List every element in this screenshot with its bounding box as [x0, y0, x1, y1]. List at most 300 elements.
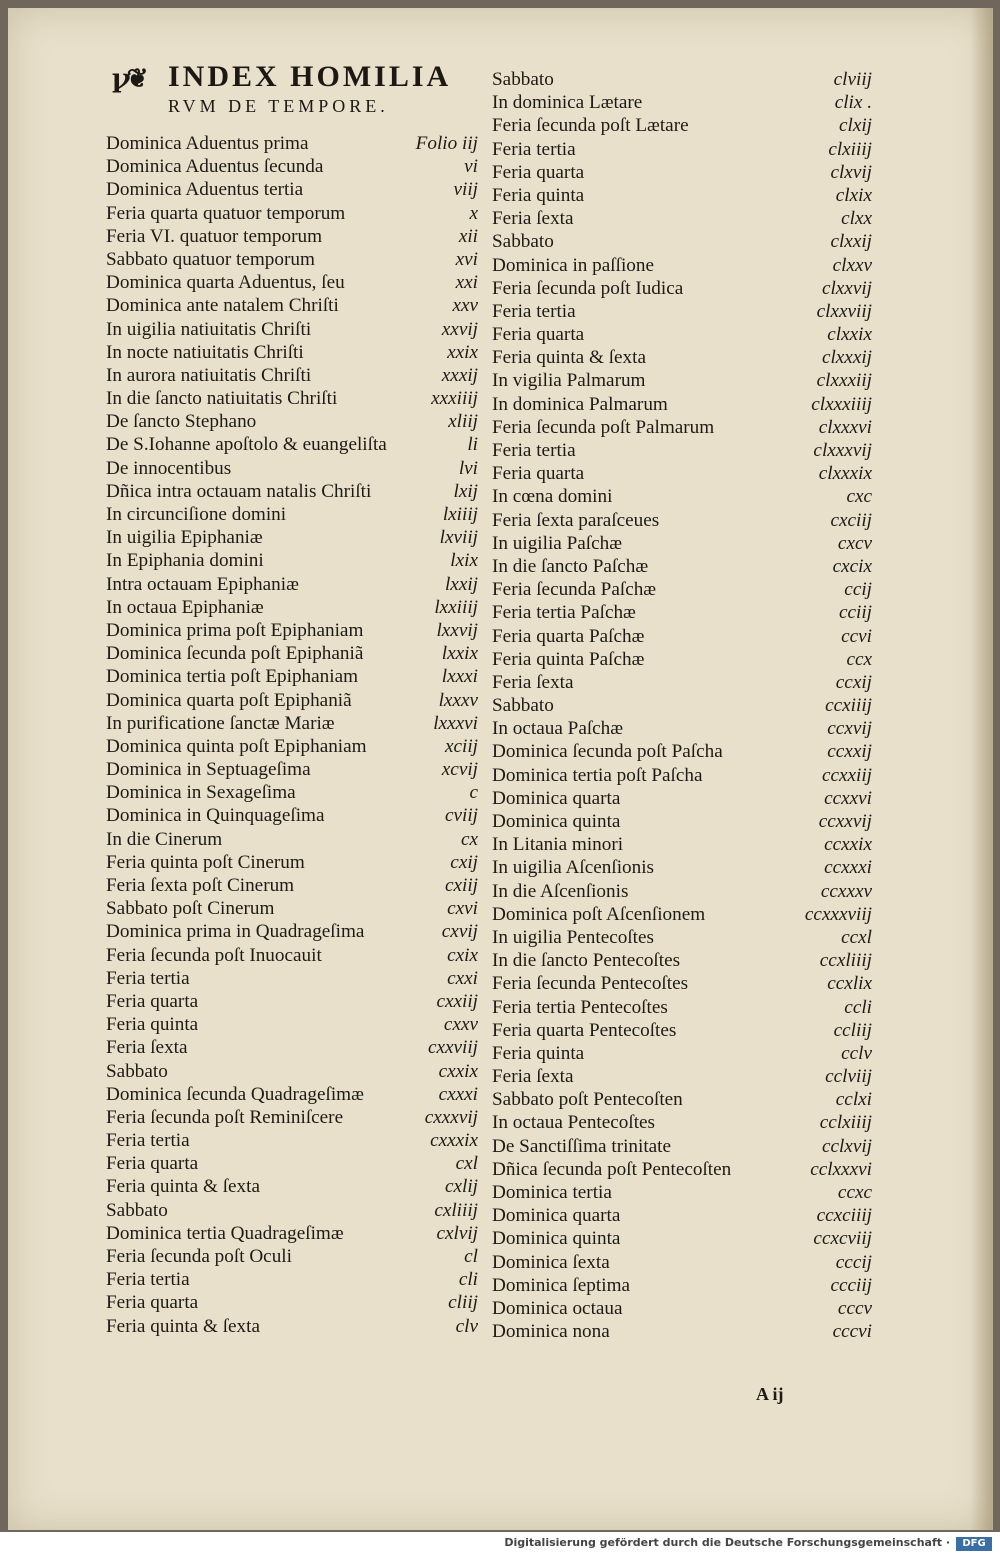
folio-number: lvi — [458, 457, 478, 479]
index-entry: De innocentibus — [106, 457, 232, 479]
index-row — [492, 1181, 872, 1204]
index-entry: Sabbato quatuor temporum — [106, 248, 315, 270]
index-row — [492, 1227, 872, 1250]
folio-number: ccij — [844, 579, 872, 601]
index-row — [106, 851, 478, 874]
index-entry: Dominica ſecunda Quadrageſimæ — [106, 1083, 364, 1105]
ornament-icon: ꝩ❦ — [112, 64, 145, 94]
index-row — [106, 526, 478, 549]
index-entry: Feria ſecunda Paſchæ — [492, 579, 657, 601]
index-entry: In dominica Lætare — [492, 92, 643, 114]
folio-number: clxxxix — [818, 463, 872, 485]
folio-number: cxiij — [444, 875, 478, 896]
index-row — [106, 132, 478, 155]
index-row — [492, 1274, 872, 1297]
folio-number: cxix — [447, 944, 478, 966]
index-entry: Feria ſecunda poſt Reminiſcere — [106, 1106, 344, 1128]
index-entry: Feria tertia — [492, 300, 576, 322]
index-row — [106, 457, 478, 480]
index-row — [492, 717, 872, 740]
index-row — [492, 1251, 872, 1274]
index-row — [492, 671, 872, 694]
index-entry: In uigilia natiuitatis Chriſti — [106, 318, 312, 340]
index-entry: Feria ſecunda poſt Palmarum — [492, 416, 715, 438]
index-entry: Dominica quarta Aduentus, ſeu — [106, 272, 345, 294]
folio-number: cxc — [846, 486, 872, 508]
index-entry: In uigilia Paſchæ — [492, 532, 623, 554]
index-entry: De S.Iohanne apoſtolo & euangeliſta — [106, 434, 387, 456]
index-entry: Feria tertia — [106, 1269, 190, 1291]
index-row — [492, 1297, 872, 1320]
index-entry: Sabbato poſt Pentecoſten — [492, 1089, 683, 1111]
folio-number: c — [469, 782, 478, 804]
index-entry: Feria tertia — [106, 1130, 190, 1152]
index-row — [106, 665, 478, 688]
folio-number: xvi — [455, 248, 478, 270]
index-row — [106, 1106, 478, 1129]
index-entry: Feria quarta — [106, 990, 199, 1012]
index-entry: Dominica quinta poſt Epiphaniam — [106, 735, 367, 757]
index-entry: In aurora natiuitatis Chriſti — [106, 364, 312, 386]
index-entry: In die Cinerum — [106, 828, 223, 850]
index-entry: In Epiphania domini — [106, 550, 264, 572]
folio-number: cciij — [838, 602, 872, 624]
index-row — [106, 573, 478, 596]
folio-number: cxcv — [837, 532, 872, 554]
index-entry: Dominica ſecunda poſt Paſcha — [492, 741, 723, 763]
index-row — [106, 642, 478, 665]
folio-number: cxxiij — [436, 990, 478, 1012]
index-row — [492, 1042, 872, 1065]
index-entry: De ſancto Stephano — [106, 411, 257, 433]
index-entry: Dominica prima poſt Epiphaniam — [106, 619, 364, 641]
folio-number: cxxxi — [438, 1083, 478, 1105]
index-entry: Dominica ſeptima — [492, 1274, 631, 1296]
index-row — [492, 833, 872, 856]
index-entry: Feria quinta poſt Cinerum — [106, 851, 305, 873]
index-entry: Feria quarta — [492, 161, 585, 183]
index-entry: Dominica tertia poſt Paſcha — [492, 764, 703, 786]
index-entry: Dominica octaua — [492, 1297, 623, 1319]
folio-number: ccli — [844, 996, 872, 1018]
index-entry: In circunciſione domini — [106, 504, 287, 525]
index-row — [492, 972, 872, 995]
folio-number: cccv — [837, 1297, 872, 1319]
folio-number: cxxxix — [430, 1130, 478, 1152]
index-row — [106, 410, 478, 433]
index-row — [106, 155, 478, 178]
folio-number: xii — [458, 225, 478, 247]
index-entry: Feria quinta — [492, 1042, 585, 1064]
index-row — [492, 346, 872, 369]
folio-number: cxcix — [832, 555, 872, 577]
index-row — [492, 485, 872, 508]
folio-number: cxxv — [443, 1014, 478, 1036]
folio-number: lxxxvi — [433, 712, 478, 734]
index-row — [106, 225, 478, 248]
folio-number: xliij — [448, 411, 478, 433]
index-entry: Dominica nona — [492, 1321, 610, 1343]
index-row — [492, 462, 872, 485]
index-entry: In nocte natiuitatis Chriſti — [106, 341, 304, 363]
folio-number: ccxc — [837, 1182, 872, 1203]
folio-number: clxxij — [830, 231, 872, 253]
index-row — [492, 1065, 872, 1088]
folio-number: cviij — [444, 805, 478, 827]
folio-number: ccx — [846, 648, 872, 670]
index-row — [106, 1083, 478, 1106]
index-entry: Feria quarta Paſchæ — [492, 625, 645, 647]
index-row — [106, 1060, 478, 1083]
index-entry: Feria ſexta — [106, 1037, 188, 1059]
page-title: INDEX HOMILIA — [168, 60, 452, 93]
folio-number: clxxv — [832, 254, 872, 276]
index-entry: Feria ſexta — [492, 671, 574, 693]
index-entry: Sabbato — [492, 695, 554, 717]
index-row — [106, 318, 478, 341]
folio-number: ccxxix — [824, 834, 872, 856]
index-entry: Feria quinta & ſexta — [106, 1176, 260, 1198]
index-entry: Dominica in Sexageſima — [106, 782, 296, 804]
folio-number: ccxl — [841, 926, 872, 948]
folio-number: xxvij — [441, 318, 478, 340]
index-entry: Feria quarta — [492, 324, 585, 346]
index-entry: In dominica Palmarum — [492, 393, 668, 415]
index-entry: Feria quarta quatuor temporum — [106, 202, 346, 224]
index-entry: Feria tertia — [492, 440, 576, 461]
index-entry: Feria ſecunda poſt Iudica — [492, 277, 684, 299]
index-entry: Feria tertia Paſchæ — [492, 602, 636, 624]
index-column-left — [106, 132, 478, 1338]
index-row — [106, 804, 478, 827]
index-row — [492, 114, 872, 137]
index-entry: Dominica quarta poſt Epiphaniã — [106, 689, 352, 711]
index-row — [492, 555, 872, 578]
folio-number: clxxviij — [816, 300, 872, 322]
index-entry: In cœna domini — [492, 486, 613, 508]
folio-number: clxix — [835, 184, 872, 206]
index-entry: In octaua Paſchæ — [492, 718, 624, 740]
index-row — [492, 764, 872, 787]
index-row — [106, 202, 478, 225]
index-row — [106, 1222, 478, 1245]
folio-number: ccxij — [835, 671, 872, 693]
folio-number: ccxxvij — [818, 811, 872, 832]
footer-bar — [0, 1532, 1000, 1556]
index-row — [492, 1019, 872, 1042]
folio-number: ccxxxi — [824, 857, 872, 879]
page-header — [108, 58, 498, 118]
folio-number: cxij — [450, 851, 478, 873]
index-entry: Feria quinta & ſexta — [106, 1315, 260, 1337]
folio-number: clxxxiiij — [811, 393, 872, 415]
folio-number: cclxi — [835, 1089, 872, 1111]
index-row — [106, 1036, 478, 1059]
index-entry: Sabbato poſt Cinerum — [106, 898, 275, 920]
index-entry: Dominica ante natalem Chriſti — [106, 295, 339, 317]
index-entry: In octaua Epiphaniæ — [106, 596, 264, 618]
folio-number: cccvi — [832, 1321, 872, 1343]
page-subtitle: RVM DE TEMPORE. — [168, 96, 389, 116]
folio-number: ccxlix — [827, 973, 872, 995]
folio-number: cclv — [841, 1042, 872, 1064]
index-row — [492, 1158, 872, 1181]
index-row — [492, 1135, 872, 1158]
folio-number: clxxix — [827, 324, 872, 346]
index-entry: Feria quinta — [492, 184, 585, 206]
folio-number: x — [469, 202, 478, 224]
index-row — [492, 277, 872, 300]
index-row — [492, 207, 872, 230]
folio-number: xxxiiij — [431, 388, 478, 410]
index-row — [492, 323, 872, 346]
index-row — [492, 880, 872, 903]
index-row — [492, 694, 872, 717]
index-entry: In die ſancto Paſchæ — [492, 555, 649, 577]
index-row — [106, 1129, 478, 1152]
index-row — [492, 1111, 872, 1134]
index-row — [492, 810, 872, 833]
index-entry: Feria tertia — [492, 138, 576, 160]
index-row — [492, 1320, 872, 1343]
index-entry: Dominica Aduentus tertia — [106, 179, 304, 201]
index-entry: Dñica ſecunda poſt Pentecoſten — [492, 1158, 732, 1180]
folio-number: cxciij — [830, 509, 872, 531]
folio-number: clxxxij — [821, 347, 872, 369]
index-entry: In die Aſcenſionis — [492, 880, 629, 902]
index-row — [492, 648, 872, 671]
index-row — [106, 828, 478, 851]
index-row — [492, 578, 872, 601]
index-entry: Sabbato — [106, 1199, 168, 1221]
index-entry: In die ſancto natiuitatis Chriſti — [106, 388, 338, 410]
index-row — [106, 689, 478, 712]
index-row — [106, 341, 478, 364]
index-row — [106, 549, 478, 572]
index-row — [106, 248, 478, 271]
folio-number: clxvij — [830, 161, 872, 183]
folio-number: cxlvij — [436, 1222, 478, 1244]
folio-number: cxxviij — [427, 1037, 478, 1059]
folio-number: ccxxiij — [821, 764, 872, 786]
index-entry: Feria ſexta — [492, 1066, 574, 1088]
folio-number: lxxxv — [438, 689, 478, 711]
folio-number: cxlij — [444, 1176, 478, 1198]
index-row — [492, 138, 872, 161]
signature-mark: A ij — [756, 1384, 784, 1404]
index-entry: In uigilia Pentecoſtes — [492, 926, 654, 948]
index-row — [106, 433, 478, 456]
folio-number: cclviij — [825, 1066, 872, 1088]
folio-number: xxi — [455, 272, 478, 294]
index-entry: In vigilia Palmarum — [492, 370, 646, 392]
folio-number: ccciij — [830, 1274, 872, 1296]
folio-number: lxxij — [444, 573, 478, 595]
index-entry: In Litania minori — [492, 834, 624, 856]
index-row — [106, 874, 478, 897]
index-row — [106, 1268, 478, 1291]
index-entry: Dominica in Quinquageſima — [106, 805, 325, 827]
folio-number: clxxvij — [821, 277, 872, 299]
index-entry: Feria ſecunda poſt Oculi — [106, 1246, 292, 1267]
index-row — [492, 300, 872, 323]
index-entry: Feria ſecunda poſt Lætare — [492, 115, 689, 137]
folio-number: Folio iij — [415, 133, 478, 154]
index-row — [492, 601, 872, 624]
folio-number: cl — [464, 1246, 478, 1267]
folio-number: clix . — [834, 92, 872, 114]
index-row — [106, 967, 478, 990]
folio-number: ccxiiij — [825, 695, 872, 717]
folio-number: viij — [453, 179, 478, 201]
folio-number: lxxvij — [436, 619, 478, 641]
index-entry: Dominica ſecunda poſt Epiphaniã — [106, 643, 364, 665]
index-row — [106, 271, 478, 294]
page-edge-shadow — [970, 8, 992, 1530]
folio-number: li — [467, 434, 478, 456]
folio-number: lxxiiij — [434, 596, 478, 618]
folio-number: cclxvij — [821, 1135, 872, 1157]
index-row — [106, 990, 478, 1013]
index-entry: Feria quinta Paſchæ — [492, 648, 645, 670]
index-entry: Dominica poſt Aſcenſionem — [492, 903, 706, 925]
index-entry: Dominica quarta — [492, 1205, 621, 1227]
index-entry: Feria ſecunda poſt Inuocauit — [106, 944, 322, 966]
folio-number: ccliij — [833, 1019, 872, 1041]
folio-number: cxliiij — [434, 1199, 478, 1221]
folio-number: ccxciiij — [816, 1205, 872, 1227]
index-row — [106, 503, 478, 526]
index-row — [106, 944, 478, 967]
index-entry: Dominica quarta — [492, 787, 621, 809]
index-entry: Dominica Aduentus prima — [106, 133, 309, 154]
index-row — [106, 619, 478, 642]
index-row — [492, 903, 872, 926]
index-row — [106, 1175, 478, 1198]
index-row — [492, 439, 872, 462]
index-entry: Feria ſexta poſt Cinerum — [106, 875, 295, 896]
index-entry: Feria quinta & ſexta — [492, 347, 646, 369]
index-entry: Feria ſexta — [492, 208, 574, 230]
index-entry: In uigilia Epiphaniæ — [106, 527, 263, 549]
folio-number: ccxliiij — [819, 950, 872, 972]
folio-number: xxxij — [441, 364, 478, 386]
index-entry: Dominica prima in Quadrageſima — [106, 921, 365, 943]
index-row — [492, 1088, 872, 1111]
index-row — [492, 91, 872, 114]
folio-number: lxij — [453, 480, 478, 502]
folio-number: ccxxxviij — [804, 903, 872, 925]
folio-number: clxxxvij — [813, 440, 872, 461]
index-row — [492, 161, 872, 184]
index-row — [106, 1315, 478, 1338]
index-row — [106, 1245, 478, 1268]
index-entry: In die ſancto Pentecoſtes — [492, 950, 681, 972]
index-row — [492, 926, 872, 949]
index-entry: Dominica quinta — [492, 811, 621, 832]
folio-number: ccvi — [841, 625, 872, 647]
index-entry: In purificatione ſanctæ Mariæ — [106, 712, 335, 734]
index-row — [492, 996, 872, 1019]
index-entry: Dominica in paſſione — [492, 254, 654, 276]
index-row — [106, 897, 478, 920]
folio-number: ccxxij — [827, 741, 872, 763]
index-entry: Feria quarta — [106, 1292, 199, 1314]
folio-number: cliij — [448, 1292, 478, 1314]
folio-number: xciij — [444, 735, 478, 757]
folio-number: cx — [460, 828, 478, 850]
index-row — [492, 393, 872, 416]
index-entry: Intra octauam Epiphaniæ — [106, 573, 299, 595]
index-row — [106, 480, 478, 503]
index-row — [492, 625, 872, 648]
index-row — [492, 949, 872, 972]
index-row — [106, 1291, 478, 1314]
index-entry: Sabbato — [492, 231, 554, 253]
index-row — [106, 758, 478, 781]
folio-number: cccij — [835, 1251, 872, 1273]
index-entry: Dominica tertia Quadrageſimæ — [106, 1222, 344, 1244]
index-row — [106, 920, 478, 943]
index-row — [106, 178, 478, 201]
index-row — [492, 184, 872, 207]
index-entry: Dominica ſexta — [492, 1251, 610, 1273]
index-row — [106, 712, 478, 735]
index-entry: De Sanctiſſima trinitate — [492, 1135, 672, 1157]
index-row — [106, 1013, 478, 1036]
index-entry: Feria ſecunda Pentecoſtes — [492, 973, 689, 995]
folio-number: lxxxi — [441, 666, 478, 688]
index-row — [492, 1204, 872, 1227]
folio-number: clxx — [841, 208, 872, 230]
index-row — [106, 364, 478, 387]
index-row — [492, 532, 872, 555]
index-row — [492, 369, 872, 392]
index-entry: Dominica tertia poſt Epiphaniam — [106, 666, 359, 688]
index-entry: Dominica Aduentus ſecunda — [106, 156, 324, 178]
folio-number: lxiiij — [442, 504, 478, 525]
folio-number: cli — [458, 1269, 478, 1291]
index-entry: Feria quinta — [106, 1014, 199, 1036]
folio-number: vi — [464, 156, 478, 178]
folio-number: clxxxiij — [816, 370, 872, 392]
index-row — [106, 294, 478, 317]
index-entry: Sabbato — [106, 1060, 168, 1082]
folio-number: ccxvij — [827, 718, 872, 740]
folio-number: cxxi — [447, 967, 478, 989]
folio-number: cxvi — [447, 898, 478, 920]
folio-number: lxviij — [439, 527, 478, 549]
index-row — [492, 787, 872, 810]
folio-number: clv — [455, 1315, 478, 1337]
folio-number: lxix — [450, 550, 478, 572]
folio-number: xxv — [452, 295, 478, 317]
folio-number: cxl — [455, 1153, 478, 1175]
index-entry: Feria tertia — [106, 967, 190, 989]
folio-number: ccxcviij — [813, 1228, 872, 1250]
index-entry: Feria ſexta paraſceues — [492, 509, 660, 531]
folio-number: ccxxvi — [824, 787, 872, 809]
folio-number: clxiiij — [828, 138, 872, 160]
folio-number: xcvij — [441, 759, 478, 781]
folio-number: clxxxvi — [818, 416, 872, 438]
index-row — [492, 856, 872, 879]
folio-number: ccxxxv — [820, 880, 872, 902]
folio-number: cxxxvij — [424, 1106, 478, 1128]
folio-number: xxix — [447, 341, 478, 363]
folio-number: cclxxxvi — [810, 1158, 872, 1180]
folio-number: clviij — [833, 69, 872, 90]
